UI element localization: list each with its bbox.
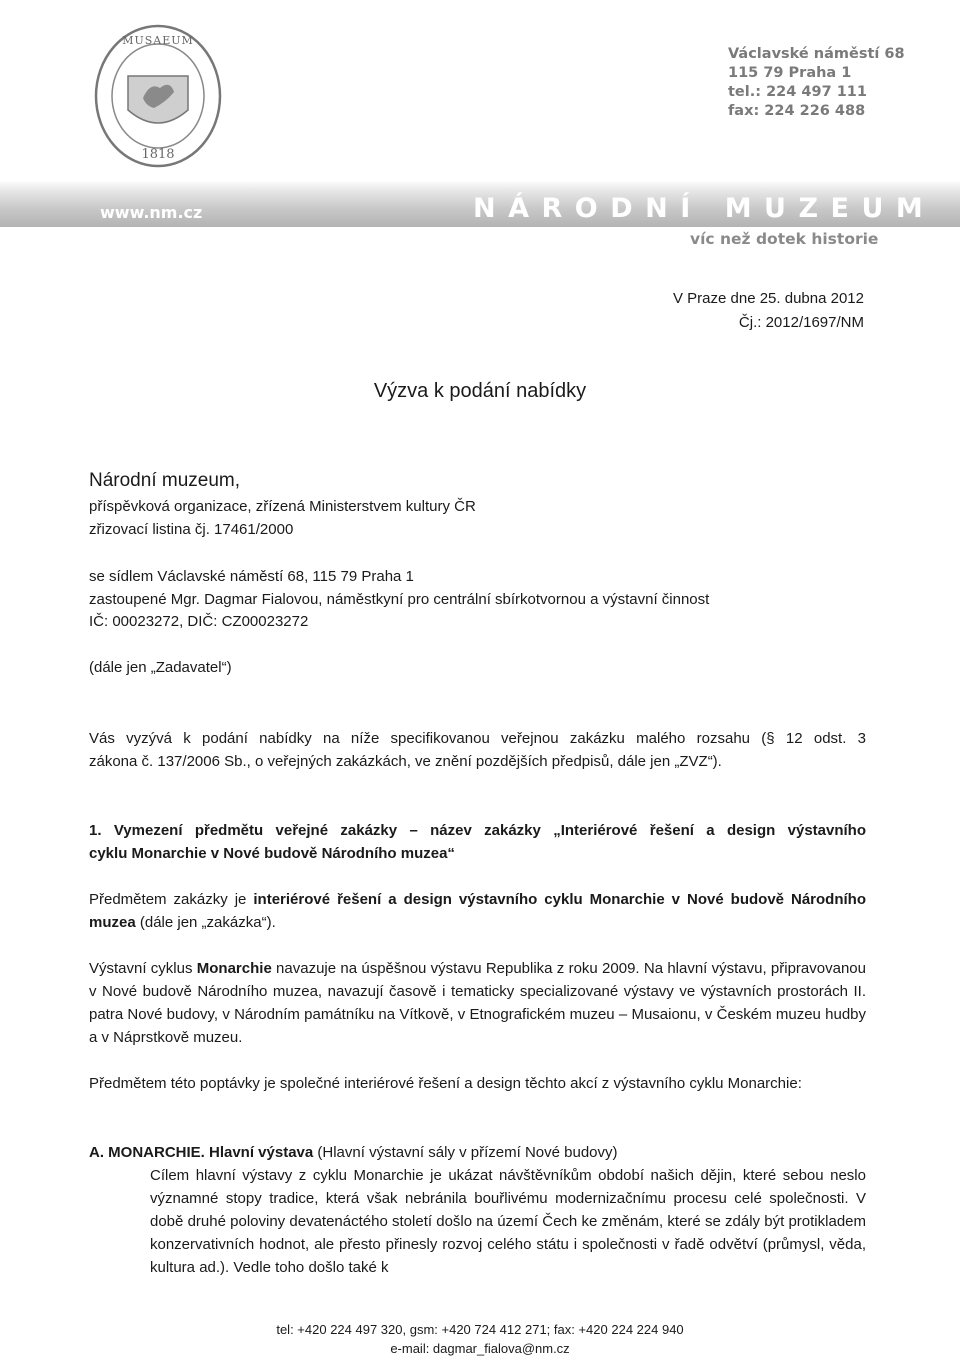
website-link[interactable]: www.nm.cz — [100, 203, 203, 222]
section-a-heading — [89, 1141, 866, 1164]
invitation-line-1: Vás vyzývá k podání nabídky na níže specifikovanou veřejnou zakázku malého rozsahu (§ 12 odst. 3 — [89, 730, 866, 747]
footer-email[interactable]: e-mail: dagmar_fialova@nm.cz — [390, 1341, 570, 1356]
org-line: IČ: 00023272, DIČ: CZ00023272 — [89, 613, 309, 630]
section-1-heading-line-1: 1. Vymezení předmětu veřejné zakázky – název zakázky „Interiérové řešení a design výstavního — [89, 822, 866, 839]
subject-text-end: (dále jen „zakázka“). — [135, 914, 276, 931]
address-phone: tel.: 224 497 111 — [728, 84, 867, 100]
cycle-text-end: navazuje na úspěšnou výstavu Republika z roku 2009. Na hlavní výstavu, připravovanou v Nové budově Národního muzea, navazují časově i tematicky specializované výstavy ve výstavních prostorách II. patra Nové budovy, v Národním památníku na Vítkově, v Etnografickém muzeu – Musaionu, v Českém muzeu hudby a v Náprstkově muzeu. — [89, 960, 866, 1046]
org-line: se sídlem Václavské náměstí 68, 115 79 Praha 1 — [89, 568, 414, 585]
invitation-line-2: zákona č. 137/2006 Sb., o veřejných zakázkách, ve znění pozdějších předpisů, dále jen „ZVZ“). — [89, 753, 722, 770]
org-line: příspěvková organizace, zřízená Ministerstvem kultury ČR — [89, 498, 476, 515]
cycle-paragraph — [89, 957, 866, 1049]
section-a-text: Cílem hlavní výstavy z cyklu Monarchie je ukázat návštěvníkům období našich dějin, které sebou neslo významné stopy tradice, která však nebránila bouřlivému modernizačnímu procesu celé společnosti. V době druhé poloviny devatenáctého století došlo na území Čech ke změnám, které se zdály být protikladem konzervativních hodnot, ale přesto přinesly rozvoj celého státu i společnosti v řadě odvětví (průmysl, věda, kultura ad.). Vedle toho došlo také k — [150, 1167, 866, 1276]
letter-date: V Praze dne 25. dubna 2012 — [673, 290, 864, 307]
document-title: Výzva k podání nabídky — [373, 380, 587, 402]
brand-tagline: víc než dotek historie — [690, 230, 879, 248]
organization-name: Národní muzeum, — [89, 470, 241, 491]
reference-number: Čj.: 2012/1697/NM — [738, 314, 864, 331]
address-fax: fax: 224 226 488 — [728, 103, 866, 119]
org-line: zřizovací listina čj. 17461/2000 — [89, 521, 294, 538]
svg-text:MUSAEUM: MUSAEUM — [122, 34, 194, 47]
footer-contacts: tel: +420 224 497 320, gsm: +420 724 412 271; fax: +420 224 224 940 — [276, 1322, 684, 1337]
org-line: zastoupené Mgr. Dagmar Fialovou, náměstkyní pro centrální sbírkotvornou a výstavní činnost — [89, 591, 710, 608]
cycle-text: Výstavní cyklus — [89, 960, 197, 977]
cycle-name: Monarchie — [196, 960, 272, 977]
section-a-location: (Hlavní výstavní sály v přízemí Nové budovy) — [313, 1144, 618, 1161]
subject-paragraph — [89, 888, 866, 934]
address-street: Václavské náměstí 68 — [728, 46, 905, 62]
brand-name: NÁRODNÍ MUZEUM — [473, 193, 936, 224]
section-a-title: A. MONARCHIE. Hlavní výstava — [89, 1144, 314, 1161]
seal-year: 1818 — [141, 147, 175, 162]
museum-address — [728, 45, 905, 121]
address-city: 115 79 Praha 1 — [728, 65, 852, 81]
subject-highlight: interiérové řešení a design výstavního cyklu Monarchie v Nové budově Národního muzea — [89, 891, 866, 931]
section-1-heading-line-2: cyklu Monarchie v Nové budově Národního muzea“ — [89, 845, 455, 862]
org-line: (dále jen „Zadavatel“) — [89, 659, 232, 676]
inquiry-paragraph: Předmětem této poptávky je společné interiérové řešení a design těchto akcí z výstavního cyklu Monarchie: — [89, 1075, 802, 1092]
subject-text: Předmětem zakázky je — [89, 891, 254, 908]
museum-seal-logo — [88, 18, 228, 178]
